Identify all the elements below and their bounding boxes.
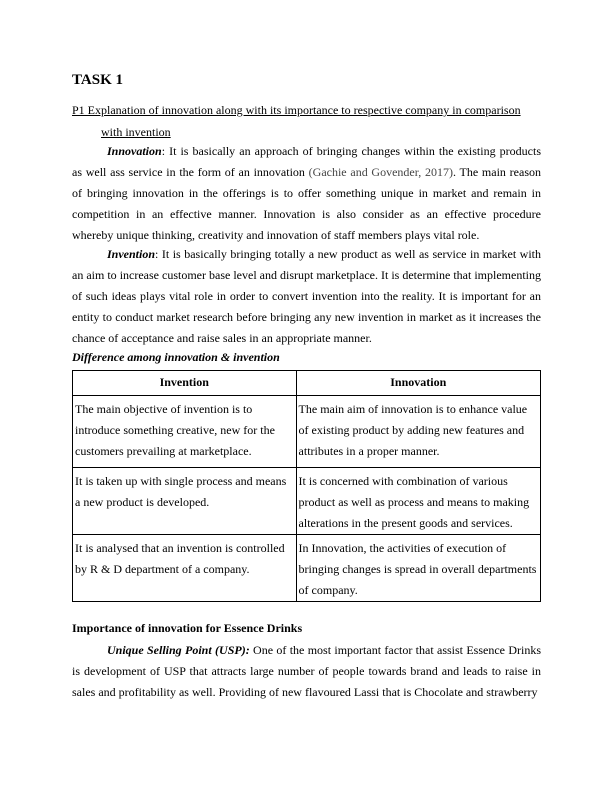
comparison-table [72,370,541,602]
difference-heading: Difference among innovation & invention [72,350,280,364]
citation: (Gachie and Govender, 2017) [308,165,454,179]
table-cell: It is analysed that an invention is controlled by R & D department of a company. [73,535,297,602]
invention-term: Invention [107,247,156,261]
invention-text: : It is basically bringing totally a new product as well as service in market with an aim to increase customer base level and disrupt marketplace. It is determine that implementing of such ideas plays vital role in order to convert invention into the reality. It is important for an entity to conduct market research before bringing any new invention in market as it increases the chance of acceptance and raise sales in an appropriate manner. [72,247,541,345]
usp-paragraph [72,640,541,703]
task-title: TASK 1 [72,72,123,88]
innovation-text: : It is basically an approach of bringing changes within the existing products as well ass service in the form of an innovation [72,144,541,179]
table-row [73,396,541,468]
table-row [73,468,541,535]
innovation-term: Innovation [107,144,162,158]
table-header-innovation: Innovation [296,371,540,396]
usp-term: Unique Selling Point (USP): [107,643,250,657]
table-cell: In Innovation, the activities of execution of bringing changes is spread in overall departments of company. [296,535,540,602]
table-header-invention: Invention [73,371,297,396]
table-cell: The main objective of invention is to introduce something creative, new for the customers prevailing at marketplace. [73,396,297,468]
usp-text: One of the most important factor that assist Essence Drinks is development of USP that attracts large number of people towards brand and leads to raise in sales and profitability as well. Providing of new flavoured Lassi that is Chocolate and strawberry [72,643,542,699]
table-row [73,535,541,602]
table-cell: The main aim of innovation is to enhance value of existing product by adding new features and attributes in a proper manner. [296,396,540,468]
innovation-text-continued: . The main reason of bringing innovation in the offerings is to offer something unique in market and remain in competition in an effective manner. Innovation is also consider as an effective procedure whereby unique thinking, creativity and innovation of staff members plays vital role. [72,165,541,242]
section-heading-line2: with invention [101,125,171,139]
importance-heading: Importance of innovation for Essence Drinks [72,621,303,635]
section-heading-line1: P1 Explanation of innovation along with its importance to respective company in comparison [72,103,521,117]
table-cell: It is taken up with single process and means a new product is developed. [73,468,297,535]
table-header-row [73,371,541,396]
section-heading [72,99,541,143]
table-cell: It is concerned with combination of various product as well as process and means to making alterations in the present goods and services. [296,468,540,535]
invention-paragraph [72,244,541,349]
innovation-paragraph [72,141,541,246]
